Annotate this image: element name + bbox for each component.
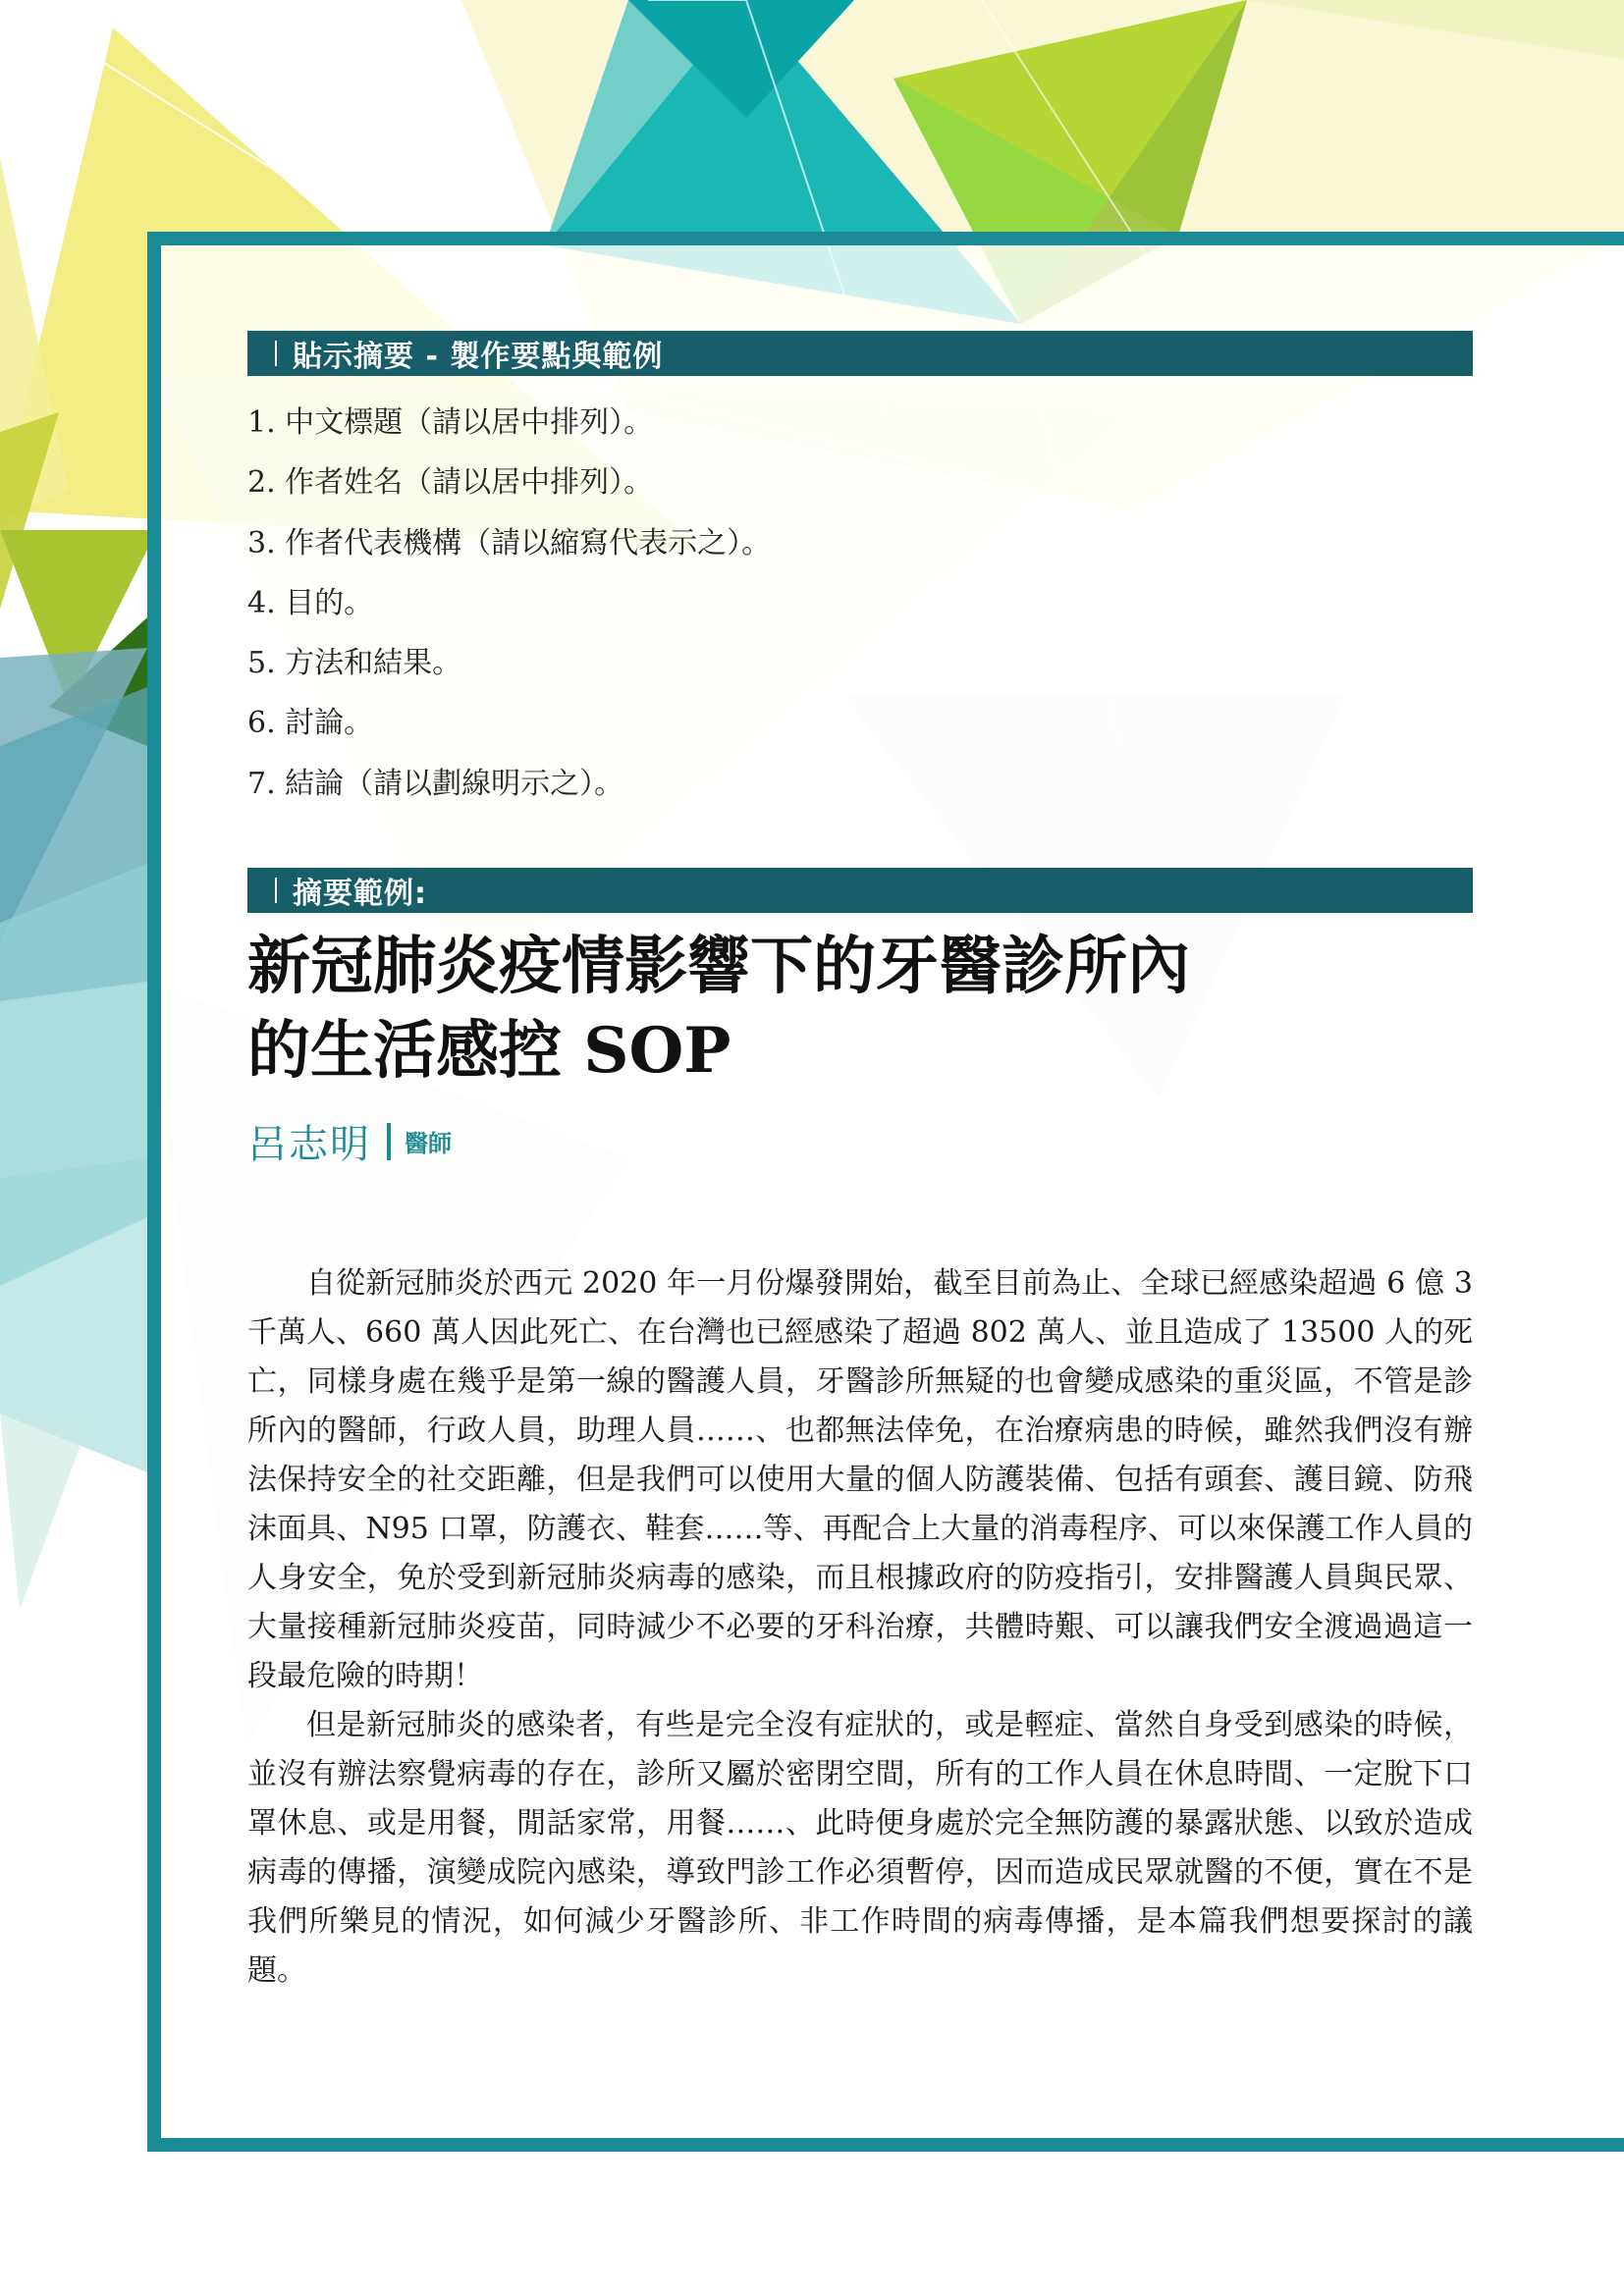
author-line [247, 1113, 452, 1169]
example-section-heading [247, 868, 1473, 913]
heading-bar-mark [275, 878, 277, 903]
requirement-item: 3. 作者代表機構（請以縮寫代表示之）。 [247, 525, 772, 561]
requirement-item: 2. 作者姓名（請以居中排列）。 [247, 465, 654, 501]
body-paragraph: 但是新冠肺炎的感染者，有些是完全沒有症狀的，或是輕症、當然自身受到感染的時候，並沒有辦法察覺病毒的存在，診所又屬於密閉空間，所有的工作人員在休息時間、一定脫下口罩休息、或是用餐，閒話家常，用餐……、此時便身處於完全無防護的暴露狀態、以致於造成病毒的傳播，演變成院內感染，導致門診工作必須暫停，因而造成民眾就醫的不便，實在不是我們所樂見的情況，如何減少牙醫診所、非工作時間的病毒傳播，是本篇我們想要探討的議題。 [247, 1708, 1473, 1988]
body-paragraph: 自從新冠肺炎於西元 2020 年一月份爆發開始，截至目前為止、全球已經感染超過 6 億 3 千萬人、660 萬人因此死亡、在台灣也已經感染了超過 802 萬人、並且造成了 13500 人的死亡，同樣身處在幾乎是第一線的醫護人員，牙醫診所無疑的也會變成感染的重災區，不管是診所內的醫師，行政人員，助理人員……、也都無法倖免，在治療病患的時候，雖然我們沒有辦法保持安全的社交距離，但是我們可以使用大量的個人防護裝備、包括有頭套、護目鏡、防飛沫面具、N95 口罩，防護衣、鞋套……等、再配合上大量的消毒程序、可以來保護工作人員的人身安全，免於受到新冠肺炎病毒的感染，而且根據政府的防疫指引，安排醫護人員與民眾、大量接種新冠肺炎疫苗，同時減少不必要的牙科治療，共體時艱、可以讓我們安全渡過過這一段最危險的時期！ [247, 1266, 1473, 1693]
tips-section-heading [247, 331, 1473, 376]
author-name: 呂志明 [247, 1122, 371, 1167]
article-title-line-1: 新冠肺炎疫情影響下的牙醫診所內 [247, 930, 1190, 1003]
article-title-line-2: 的生活感控 SOP [247, 1014, 731, 1088]
requirement-item: 6. 討論。 [247, 706, 374, 741]
requirement-item: 5. 方法和結果。 [247, 646, 462, 681]
example-heading-text: 摘要範例: [293, 877, 427, 911]
article-title [247, 925, 1190, 1094]
author-separator [387, 1123, 391, 1160]
requirements-list [247, 393, 771, 814]
requirement-item: 1. 中文標題（請以居中排列）。 [247, 405, 654, 440]
heading-bar-mark [275, 341, 277, 366]
author-title: 醫師 [405, 1130, 452, 1157]
requirement-item: 7. 結論（請以劃線明示之）。 [247, 766, 624, 801]
article-body [247, 1259, 1473, 1996]
requirement-item: 4. 目的。 [247, 585, 374, 620]
tips-heading-text: 貼示摘要 - 製作要點與範例 [293, 340, 664, 374]
